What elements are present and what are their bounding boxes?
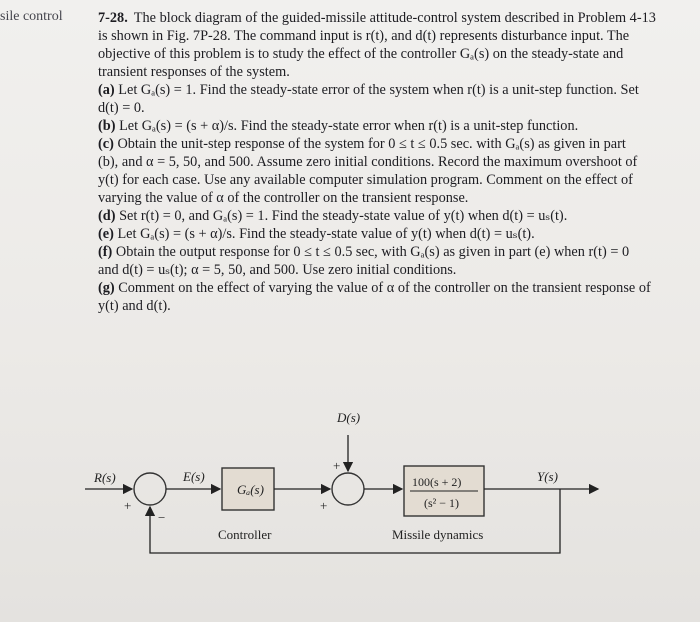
plant-denominator: (s² − 1): [424, 496, 460, 510]
intro-text: transient responses of the system.: [98, 64, 290, 80]
part-label: (f): [98, 244, 113, 260]
summing-junction-1: [134, 473, 166, 505]
margin-note: sile control: [0, 9, 63, 24]
controller-caption: Controller: [218, 527, 272, 542]
part-text: Obtain the unit-step response of the system for 0 ≤ t ≤ 0.5 sec. with Gₐ(s) as given in part: [117, 136, 626, 152]
part-text: Comment on the effect of varying the value of α of the controller on the transient response of: [118, 280, 651, 296]
part-text: y(t) for each case. Use any available computer simulation program. Comment on the effect of: [98, 172, 633, 188]
part-text: d(t) = 0.: [98, 100, 145, 116]
part-text: Let Gₐ(s) = (s + α)/s. Find the steady-state value of y(t) when d(t) = uₛ(t).: [117, 226, 535, 242]
part-text: Let Gₐ(s) = (s + α)/s. Find the steady-state error when r(t) is a unit-step function.: [119, 118, 579, 134]
part-text: and d(t) = uₛ(t); α = 5, 50, and 500. Use zero initial conditions.: [98, 262, 457, 278]
intro-text: objective of this problem is to study the effect of the controller Gₐ(s) on the steady-state and: [98, 46, 624, 62]
controller-label: Gₐ(s): [237, 482, 264, 497]
output-label: Y(s): [537, 469, 558, 484]
input-label: R(s): [94, 470, 116, 485]
error-label: E(s): [183, 469, 205, 484]
part-text: Obtain the output response for 0 ≤ t ≤ 0.5 sec, with Gₐ(s) as given in part (e) when r(t) = 0: [115, 244, 630, 260]
part-label: (b): [98, 118, 116, 134]
part-label: (d): [98, 208, 116, 224]
sum1-minus: −: [158, 510, 166, 525]
part-label: (a): [98, 82, 115, 98]
feedback-line: [150, 489, 560, 553]
summing-junction-2: [332, 473, 364, 505]
sum1-plus: +: [124, 498, 132, 513]
part-label: (e): [98, 226, 114, 242]
problem-number: 7-28.: [98, 10, 128, 26]
plant-numerator: 100(s + 2): [412, 475, 462, 489]
plant-caption: Missile dynamics: [392, 527, 484, 542]
part-label: (c): [98, 136, 114, 152]
part-text: y(t) and d(t).: [98, 298, 171, 314]
sum2-plus-top: +: [333, 458, 341, 473]
part-text: Set r(t) = 0, and Gₐ(s) = 1. Find the steady-state value of y(t) when d(t) = uₛ(t).: [119, 208, 568, 224]
part-text: (b), and α = 5, 50, and 500. Assume zero initial conditions. Record the maximum overshoot of: [98, 154, 638, 170]
sum2-plus-left: +: [320, 498, 328, 513]
part-text: varying the value of α of the controller on the transient response.: [98, 190, 469, 206]
part-label: (g): [98, 280, 115, 296]
part-text: Let Gₐ(s) = 1. Find the steady-state error of the system when r(t) is a unit-step function. Set: [118, 82, 639, 98]
intro-text: The block diagram of the guided-missile attitude-control system described in Problem 4-13: [133, 10, 656, 26]
intro-text: is shown in Fig. 7P-28. The command input is r(t), and d(t) represents disturbance input. The: [98, 28, 630, 44]
disturbance-label: D(s): [337, 410, 361, 425]
